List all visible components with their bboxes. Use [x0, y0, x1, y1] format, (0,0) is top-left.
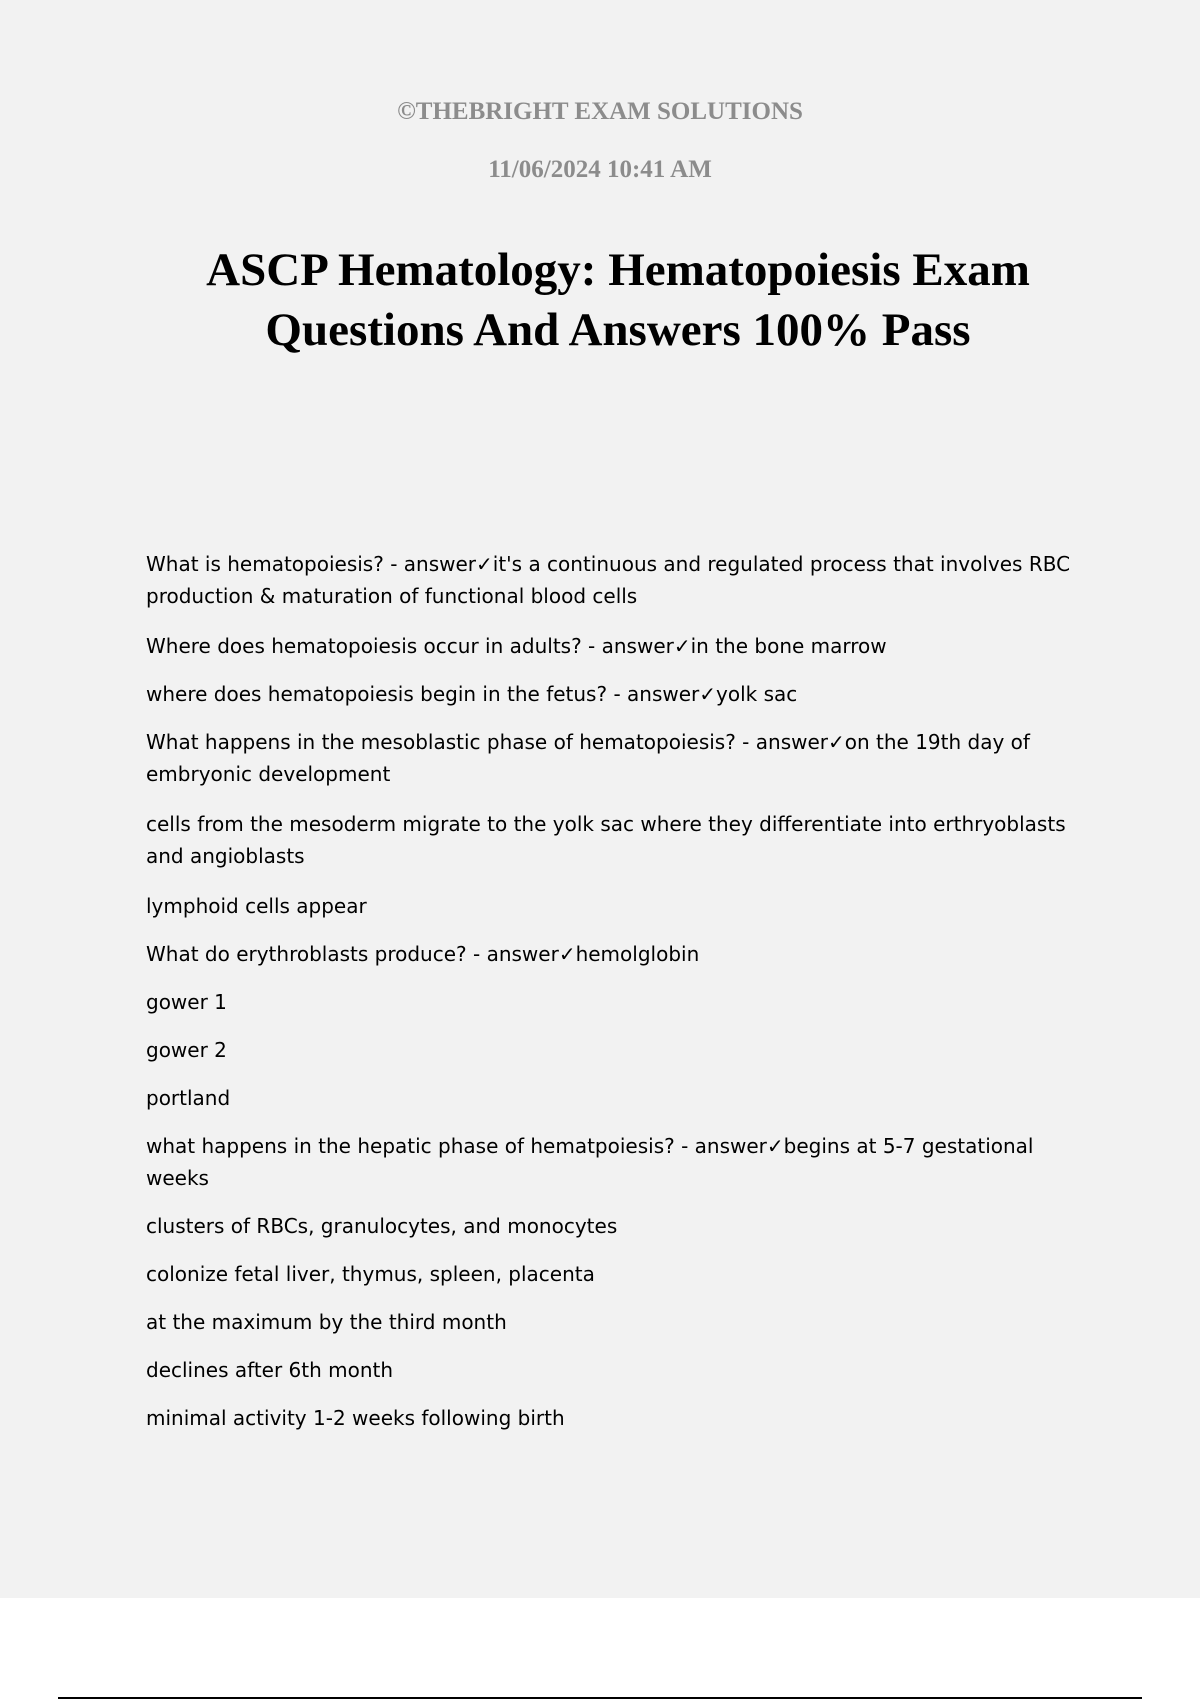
qa-entry: colonize fetal liver, thymus, spleen, placenta — [146, 1262, 595, 1286]
qa-entry: clusters of RBCs, granulocytes, and monocytes — [146, 1214, 618, 1238]
qa-entry: where does hematopoiesis begin in the fetus? - answer✓yolk sac — [146, 682, 798, 706]
qa-list — [146, 548, 1086, 1450]
watermark-datetime: 11/06/2024 10:41 AM — [488, 156, 712, 183]
qa-entry: What happens in the mesoblastic phase of hematopoiesis? - answer✓on the 19th day of embryonic development — [146, 730, 1030, 786]
qa-entry: Where does hematopoiesis occur in adults? - answer✓in the bone marrow — [146, 634, 887, 658]
qa-entry: cells from the mesoderm migrate to the yolk sac where they differentiate into erthryoblasts and angioblasts — [146, 812, 1066, 868]
qa-entry: portland — [146, 1086, 231, 1110]
qa-entry: lymphoid cells appear — [146, 894, 367, 918]
document-title — [0, 240, 1200, 360]
qa-entry: What is hematopoiesis? - answer✓it's a continuous and regulated process that involves RBC production & maturation of functional blood cells — [146, 552, 1071, 608]
watermark-brand: ©THEBRIGHT EXAM SOLUTIONS — [397, 98, 803, 125]
qa-entry: What do erythroblasts produce? - answer✓hemolglobin — [146, 942, 700, 966]
bottom-divider — [58, 1697, 1142, 1699]
qa-entry: declines after 6th month — [146, 1358, 394, 1382]
qa-entry: gower 2 — [146, 1038, 227, 1062]
qa-entry: what happens in the hepatic phase of hematpoiesis? - answer✓begins at 5-7 gestational weeks — [146, 1134, 1034, 1190]
document-title-line-1: ASCP Hematology: Hematopoiesis Exam — [206, 244, 1030, 296]
qa-entry: gower 1 — [146, 990, 227, 1014]
qa-entry: at the maximum by the third month — [146, 1310, 507, 1334]
qa-entry: minimal activity 1-2 weeks following birth — [146, 1406, 565, 1430]
document-title-line-2: Questions And Answers 100% Pass — [265, 304, 971, 356]
